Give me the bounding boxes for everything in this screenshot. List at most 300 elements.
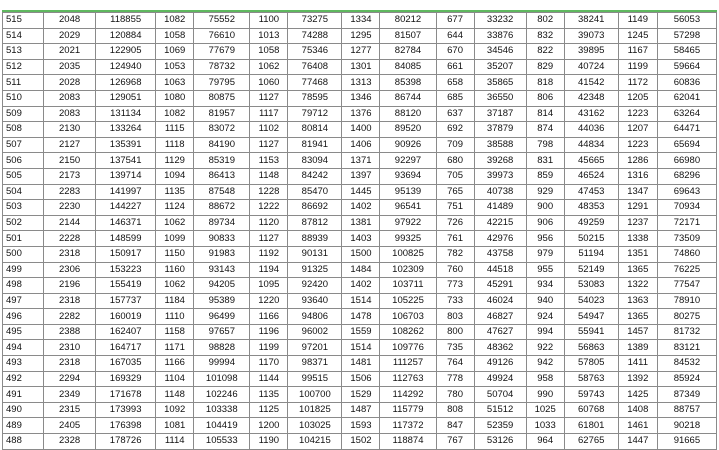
score-cell[interactable]: 499: [3, 262, 44, 278]
table-cell[interactable]: 61801: [564, 418, 618, 434]
table-cell[interactable]: 86413: [194, 168, 250, 184]
table-cell[interactable]: 81957: [194, 106, 250, 122]
table-cell[interactable]: 2083: [44, 90, 96, 106]
table-cell[interactable]: 95389: [194, 293, 250, 309]
table-cell[interactable]: 33232: [474, 13, 526, 29]
score-cell[interactable]: 511: [3, 75, 44, 91]
table-cell[interactable]: 164717: [96, 340, 156, 356]
table-cell[interactable]: 1129: [156, 153, 194, 169]
table-cell[interactable]: 709: [436, 137, 474, 153]
table-cell[interactable]: 1190: [250, 434, 288, 450]
table-cell[interactable]: 47627: [474, 324, 526, 340]
table-cell[interactable]: 1402: [342, 200, 380, 216]
table-cell[interactable]: 58465: [657, 44, 716, 60]
table-cell[interactable]: 33876: [474, 28, 526, 44]
score-cell[interactable]: 500: [3, 246, 44, 262]
table-cell[interactable]: 1481: [342, 356, 380, 372]
table-cell[interactable]: 43162: [564, 106, 618, 122]
table-cell[interactable]: 1338: [618, 231, 657, 247]
table-cell[interactable]: 85470: [288, 184, 342, 200]
table-cell[interactable]: 129051: [96, 90, 156, 106]
table-cell[interactable]: 118874: [380, 434, 436, 450]
score-cell[interactable]: 489: [3, 418, 44, 434]
table-cell[interactable]: 814: [526, 106, 564, 122]
table-cell[interactable]: 2310: [44, 340, 96, 356]
table-cell[interactable]: 150917: [96, 246, 156, 262]
table-cell[interactable]: 847: [436, 418, 474, 434]
table-cell[interactable]: 49126: [474, 356, 526, 372]
table-cell[interactable]: 726: [436, 215, 474, 231]
table-cell[interactable]: 105225: [380, 293, 436, 309]
table-cell[interactable]: 2306: [44, 262, 96, 278]
table-cell[interactable]: 1192: [250, 246, 288, 262]
table-cell[interactable]: 37187: [474, 106, 526, 122]
table-cell[interactable]: 994: [526, 324, 564, 340]
table-cell[interactable]: 44518: [474, 262, 526, 278]
table-cell[interactable]: 900: [526, 200, 564, 216]
table-cell[interactable]: 102246: [194, 387, 250, 403]
table-cell[interactable]: 956: [526, 231, 564, 247]
table-cell[interactable]: 90833: [194, 231, 250, 247]
score-cell[interactable]: 488: [3, 434, 44, 450]
table-cell[interactable]: 40724: [564, 59, 618, 75]
table-cell[interactable]: 1102: [250, 122, 288, 138]
table-cell[interactable]: 95139: [380, 184, 436, 200]
table-cell[interactable]: 52149: [564, 262, 618, 278]
table-cell[interactable]: 1346: [342, 90, 380, 106]
table-cell[interactable]: 1033: [526, 418, 564, 434]
table-cell[interactable]: 1529: [342, 387, 380, 403]
table-cell[interactable]: 176398: [96, 418, 156, 434]
table-cell[interactable]: 2349: [44, 387, 96, 403]
table-cell[interactable]: 53126: [474, 434, 526, 450]
table-cell[interactable]: 87349: [657, 387, 716, 403]
table-cell[interactable]: 1199: [618, 59, 657, 75]
table-cell[interactable]: 36550: [474, 90, 526, 106]
table-cell[interactable]: 964: [526, 434, 564, 450]
table-cell[interactable]: 760: [436, 262, 474, 278]
table-cell[interactable]: 38588: [474, 137, 526, 153]
table-cell[interactable]: 56863: [564, 340, 618, 356]
table-cell[interactable]: 1117: [250, 106, 288, 122]
table-cell[interactable]: 2127: [44, 137, 96, 153]
score-cell[interactable]: 510: [3, 90, 44, 106]
table-cell[interactable]: 35865: [474, 75, 526, 91]
table-cell[interactable]: 1148: [250, 168, 288, 184]
table-cell[interactable]: 94806: [288, 309, 342, 325]
table-cell[interactable]: 93640: [288, 293, 342, 309]
table-cell[interactable]: 764: [436, 356, 474, 372]
table-cell[interactable]: 1115: [156, 122, 194, 138]
table-cell[interactable]: 54023: [564, 293, 618, 309]
table-cell[interactable]: 74860: [657, 246, 716, 262]
table-cell[interactable]: 90131: [288, 246, 342, 262]
table-cell[interactable]: 1110: [156, 309, 194, 325]
table-cell[interactable]: 1166: [250, 309, 288, 325]
table-cell[interactable]: 2228: [44, 231, 96, 247]
table-cell[interactable]: 62765: [564, 434, 618, 450]
table-cell[interactable]: 135391: [96, 137, 156, 153]
table-cell[interactable]: 1228: [250, 184, 288, 200]
table-cell[interactable]: 874: [526, 122, 564, 138]
table-cell[interactable]: 1484: [342, 262, 380, 278]
table-cell[interactable]: 2405: [44, 418, 96, 434]
table-cell[interactable]: 1127: [250, 90, 288, 106]
table-cell[interactable]: 644: [436, 28, 474, 44]
score-cell[interactable]: 493: [3, 356, 44, 372]
table-cell[interactable]: 148599: [96, 231, 156, 247]
table-cell[interactable]: 96541: [380, 200, 436, 216]
table-cell[interactable]: 73509: [657, 231, 716, 247]
table-cell[interactable]: 63264: [657, 106, 716, 122]
score-cell[interactable]: 502: [3, 215, 44, 231]
table-cell[interactable]: 157737: [96, 293, 156, 309]
table-cell[interactable]: 85398: [380, 75, 436, 91]
table-cell[interactable]: 1200: [250, 418, 288, 434]
table-cell[interactable]: 144227: [96, 200, 156, 216]
table-cell[interactable]: 77679: [194, 44, 250, 60]
table-cell[interactable]: 77468: [288, 75, 342, 91]
table-cell[interactable]: 1171: [156, 340, 194, 356]
table-cell[interactable]: 39973: [474, 168, 526, 184]
table-cell[interactable]: 1295: [342, 28, 380, 44]
table-cell[interactable]: 85319: [194, 153, 250, 169]
table-cell[interactable]: 2029: [44, 28, 96, 44]
table-cell[interactable]: 171678: [96, 387, 156, 403]
table-cell[interactable]: 38241: [564, 13, 618, 29]
table-cell[interactable]: 80875: [194, 90, 250, 106]
table-cell[interactable]: 1058: [156, 28, 194, 44]
table-cell[interactable]: 2150: [44, 153, 96, 169]
table-cell[interactable]: 1514: [342, 340, 380, 356]
score-cell[interactable]: 514: [3, 28, 44, 44]
table-cell[interactable]: 46024: [474, 293, 526, 309]
table-cell[interactable]: 670: [436, 44, 474, 60]
table-cell[interactable]: 100700: [288, 387, 342, 403]
table-cell[interactable]: 680: [436, 153, 474, 169]
table-cell[interactable]: 97657: [194, 324, 250, 340]
table-cell[interactable]: 169329: [96, 371, 156, 387]
table-cell[interactable]: 46827: [474, 309, 526, 325]
score-cell[interactable]: 498: [3, 278, 44, 294]
table-cell[interactable]: 1120: [250, 215, 288, 231]
table-cell[interactable]: 173993: [96, 402, 156, 418]
table-cell[interactable]: 1376: [342, 106, 380, 122]
table-cell[interactable]: 1062: [250, 59, 288, 75]
table-cell[interactable]: 78595: [288, 90, 342, 106]
table-cell[interactable]: 1334: [342, 13, 380, 29]
table-cell[interactable]: 1502: [342, 434, 380, 450]
table-cell[interactable]: 105533: [194, 434, 250, 450]
table-cell[interactable]: 153223: [96, 262, 156, 278]
table-cell[interactable]: 1158: [156, 324, 194, 340]
table-cell[interactable]: 88757: [657, 402, 716, 418]
table-cell[interactable]: 1150: [156, 246, 194, 262]
table-cell[interactable]: 1593: [342, 418, 380, 434]
table-cell[interactable]: 1196: [250, 324, 288, 340]
table-cell[interactable]: 60768: [564, 402, 618, 418]
score-cell[interactable]: 494: [3, 340, 44, 356]
table-cell[interactable]: 98371: [288, 356, 342, 372]
table-cell[interactable]: 35207: [474, 59, 526, 75]
table-cell[interactable]: 802: [526, 13, 564, 29]
table-cell[interactable]: 97201: [288, 340, 342, 356]
table-cell[interactable]: 109776: [380, 340, 436, 356]
table-cell[interactable]: 1559: [342, 324, 380, 340]
table-cell[interactable]: 91983: [194, 246, 250, 262]
table-cell[interactable]: 77547: [657, 278, 716, 294]
table-cell[interactable]: 80212: [380, 13, 436, 29]
table-cell[interactable]: 1402: [342, 278, 380, 294]
table-cell[interactable]: 37879: [474, 122, 526, 138]
table-cell[interactable]: 58763: [564, 371, 618, 387]
table-cell[interactable]: 1291: [618, 200, 657, 216]
table-cell[interactable]: 50704: [474, 387, 526, 403]
table-cell[interactable]: 1194: [250, 262, 288, 278]
table-cell[interactable]: 2144: [44, 215, 96, 231]
table-cell[interactable]: 114292: [380, 387, 436, 403]
table-cell[interactable]: 806: [526, 90, 564, 106]
table-cell[interactable]: 89734: [194, 215, 250, 231]
table-cell[interactable]: 91325: [288, 262, 342, 278]
table-cell[interactable]: 90926: [380, 137, 436, 153]
table-cell[interactable]: 1080: [156, 90, 194, 106]
table-cell[interactable]: 81507: [380, 28, 436, 44]
score-cell[interactable]: 495: [3, 324, 44, 340]
table-cell[interactable]: 41542: [564, 75, 618, 91]
table-cell[interactable]: 167035: [96, 356, 156, 372]
table-cell[interactable]: 52359: [474, 418, 526, 434]
table-cell[interactable]: 42215: [474, 215, 526, 231]
table-cell[interactable]: 101825: [288, 402, 342, 418]
table-cell[interactable]: 74288: [288, 28, 342, 44]
table-cell[interactable]: 1025: [526, 402, 564, 418]
table-cell[interactable]: 39268: [474, 153, 526, 169]
table-cell[interactable]: 101098: [194, 371, 250, 387]
table-cell[interactable]: 62041: [657, 90, 716, 106]
table-cell[interactable]: 85924: [657, 371, 716, 387]
table-cell[interactable]: 1060: [250, 75, 288, 91]
table-cell[interactable]: 56053: [657, 13, 716, 29]
table-cell[interactable]: 39895: [564, 44, 618, 60]
table-cell[interactable]: 120884: [96, 28, 156, 44]
table-cell[interactable]: 1277: [342, 44, 380, 60]
table-cell[interactable]: 1069: [156, 44, 194, 60]
table-cell[interactable]: 1153: [250, 153, 288, 169]
table-cell[interactable]: 79795: [194, 75, 250, 91]
table-cell[interactable]: 1160: [156, 262, 194, 278]
table-cell[interactable]: 1347: [618, 184, 657, 200]
table-cell[interactable]: 1392: [618, 371, 657, 387]
table-cell[interactable]: 45665: [564, 153, 618, 169]
table-cell[interactable]: 1351: [618, 246, 657, 262]
table-cell[interactable]: 103711: [380, 278, 436, 294]
table-cell[interactable]: 2388: [44, 324, 96, 340]
table-cell[interactable]: 42976: [474, 231, 526, 247]
table-cell[interactable]: 75346: [288, 44, 342, 60]
table-cell[interactable]: 1092: [156, 402, 194, 418]
table-cell[interactable]: 87812: [288, 215, 342, 231]
table-cell[interactable]: 60836: [657, 75, 716, 91]
table-cell[interactable]: 89520: [380, 122, 436, 138]
table-cell[interactable]: 2028: [44, 75, 96, 91]
table-cell[interactable]: 81941: [288, 137, 342, 153]
table-cell[interactable]: 2048: [44, 13, 96, 29]
table-cell[interactable]: 2196: [44, 278, 96, 294]
table-cell[interactable]: 98828: [194, 340, 250, 356]
table-cell[interactable]: 829: [526, 59, 564, 75]
table-cell[interactable]: 84085: [380, 59, 436, 75]
table-cell[interactable]: 86692: [288, 200, 342, 216]
table-cell[interactable]: 50215: [564, 231, 618, 247]
table-cell[interactable]: 661: [436, 59, 474, 75]
table-cell[interactable]: 733: [436, 293, 474, 309]
table-cell[interactable]: 1144: [250, 371, 288, 387]
table-cell[interactable]: 112763: [380, 371, 436, 387]
table-cell[interactable]: 1063: [156, 75, 194, 91]
table-cell[interactable]: 685: [436, 90, 474, 106]
table-cell[interactable]: 84242: [288, 168, 342, 184]
table-cell[interactable]: 1199: [250, 340, 288, 356]
table-cell[interactable]: 990: [526, 387, 564, 403]
table-cell[interactable]: 94205: [194, 278, 250, 294]
score-cell[interactable]: 512: [3, 59, 44, 75]
table-cell[interactable]: 765: [436, 184, 474, 200]
table-cell[interactable]: 1148: [156, 387, 194, 403]
table-cell[interactable]: 83094: [288, 153, 342, 169]
table-cell[interactable]: 93143: [194, 262, 250, 278]
table-cell[interactable]: 87548: [194, 184, 250, 200]
table-cell[interactable]: 137541: [96, 153, 156, 169]
table-cell[interactable]: 100825: [380, 246, 436, 262]
table-cell[interactable]: 1286: [618, 153, 657, 169]
table-cell[interactable]: 1135: [250, 387, 288, 403]
score-cell[interactable]: 515: [3, 13, 44, 29]
table-cell[interactable]: 1365: [618, 309, 657, 325]
table-cell[interactable]: 126968: [96, 75, 156, 91]
table-cell[interactable]: 124940: [96, 59, 156, 75]
table-cell[interactable]: 97922: [380, 215, 436, 231]
table-cell[interactable]: 1220: [250, 293, 288, 309]
table-cell[interactable]: 1400: [342, 122, 380, 138]
table-cell[interactable]: 940: [526, 293, 564, 309]
table-cell[interactable]: 2318: [44, 356, 96, 372]
table-cell[interactable]: 45291: [474, 278, 526, 294]
table-cell[interactable]: 69643: [657, 184, 716, 200]
table-cell[interactable]: 48353: [564, 200, 618, 216]
table-cell[interactable]: 1149: [618, 13, 657, 29]
table-cell[interactable]: 1127: [250, 137, 288, 153]
table-cell[interactable]: 1013: [250, 28, 288, 44]
table-cell[interactable]: 1506: [342, 371, 380, 387]
table-cell[interactable]: 1397: [342, 168, 380, 184]
score-cell[interactable]: 503: [3, 200, 44, 216]
table-cell[interactable]: 1100: [250, 13, 288, 29]
table-cell[interactable]: 1487: [342, 402, 380, 418]
table-cell[interactable]: 1411: [618, 356, 657, 372]
table-cell[interactable]: 958: [526, 371, 564, 387]
table-cell[interactable]: 111257: [380, 356, 436, 372]
table-cell[interactable]: 822: [526, 44, 564, 60]
table-cell[interactable]: 1461: [618, 418, 657, 434]
table-cell[interactable]: 1125: [250, 402, 288, 418]
table-cell[interactable]: 64471: [657, 122, 716, 138]
score-cell[interactable]: 507: [3, 137, 44, 153]
table-cell[interactable]: 1514: [342, 293, 380, 309]
table-cell[interactable]: 922: [526, 340, 564, 356]
table-cell[interactable]: 1104: [156, 371, 194, 387]
table-cell[interactable]: 57298: [657, 28, 716, 44]
table-cell[interactable]: 41489: [474, 200, 526, 216]
score-cell[interactable]: 491: [3, 387, 44, 403]
table-cell[interactable]: 924: [526, 309, 564, 325]
table-cell[interactable]: 48362: [474, 340, 526, 356]
table-cell[interactable]: 1135: [156, 184, 194, 200]
table-cell[interactable]: 83121: [657, 340, 716, 356]
table-cell[interactable]: 2283: [44, 184, 96, 200]
table-cell[interactable]: 92420: [288, 278, 342, 294]
table-cell[interactable]: 40738: [474, 184, 526, 200]
table-cell[interactable]: 2173: [44, 168, 96, 184]
table-cell[interactable]: 39073: [564, 28, 618, 44]
table-cell[interactable]: 73275: [288, 13, 342, 29]
table-cell[interactable]: 1170: [250, 356, 288, 372]
table-cell[interactable]: 1322: [618, 278, 657, 294]
table-cell[interactable]: 141997: [96, 184, 156, 200]
table-cell[interactable]: 2315: [44, 402, 96, 418]
table-cell[interactable]: 75552: [194, 13, 250, 29]
table-cell[interactable]: 51512: [474, 402, 526, 418]
table-cell[interactable]: 1062: [156, 215, 194, 231]
table-cell[interactable]: 51194: [564, 246, 618, 262]
table-cell[interactable]: 49924: [474, 371, 526, 387]
table-cell[interactable]: 99325: [380, 231, 436, 247]
table-cell[interactable]: 929: [526, 184, 564, 200]
table-cell[interactable]: 767: [436, 434, 474, 450]
table-cell[interactable]: 104215: [288, 434, 342, 450]
table-cell[interactable]: 1114: [156, 434, 194, 450]
table-cell[interactable]: 1313: [342, 75, 380, 91]
table-cell[interactable]: 42348: [564, 90, 618, 106]
table-cell[interactable]: 692: [436, 122, 474, 138]
table-cell[interactable]: 1223: [618, 106, 657, 122]
table-cell[interactable]: 118855: [96, 13, 156, 29]
table-cell[interactable]: 76610: [194, 28, 250, 44]
score-cell[interactable]: 496: [3, 309, 44, 325]
table-cell[interactable]: 1167: [618, 44, 657, 60]
table-cell[interactable]: 1408: [618, 402, 657, 418]
table-cell[interactable]: 139714: [96, 168, 156, 184]
table-cell[interactable]: 108262: [380, 324, 436, 340]
table-cell[interactable]: 79712: [288, 106, 342, 122]
table-cell[interactable]: 78732: [194, 59, 250, 75]
table-cell[interactable]: 859: [526, 168, 564, 184]
table-cell[interactable]: 1371: [342, 153, 380, 169]
table-cell[interactable]: 735: [436, 340, 474, 356]
table-cell[interactable]: 155419: [96, 278, 156, 294]
table-cell[interactable]: 117372: [380, 418, 436, 434]
table-cell[interactable]: 91665: [657, 434, 716, 450]
table-cell[interactable]: 1403: [342, 231, 380, 247]
table-cell[interactable]: 55941: [564, 324, 618, 340]
table-cell[interactable]: 955: [526, 262, 564, 278]
table-cell[interactable]: 831: [526, 153, 564, 169]
table-cell[interactable]: 778: [436, 371, 474, 387]
table-cell[interactable]: 798: [526, 137, 564, 153]
table-cell[interactable]: 1406: [342, 137, 380, 153]
table-cell[interactable]: 68296: [657, 168, 716, 184]
table-cell[interactable]: 1118: [156, 137, 194, 153]
